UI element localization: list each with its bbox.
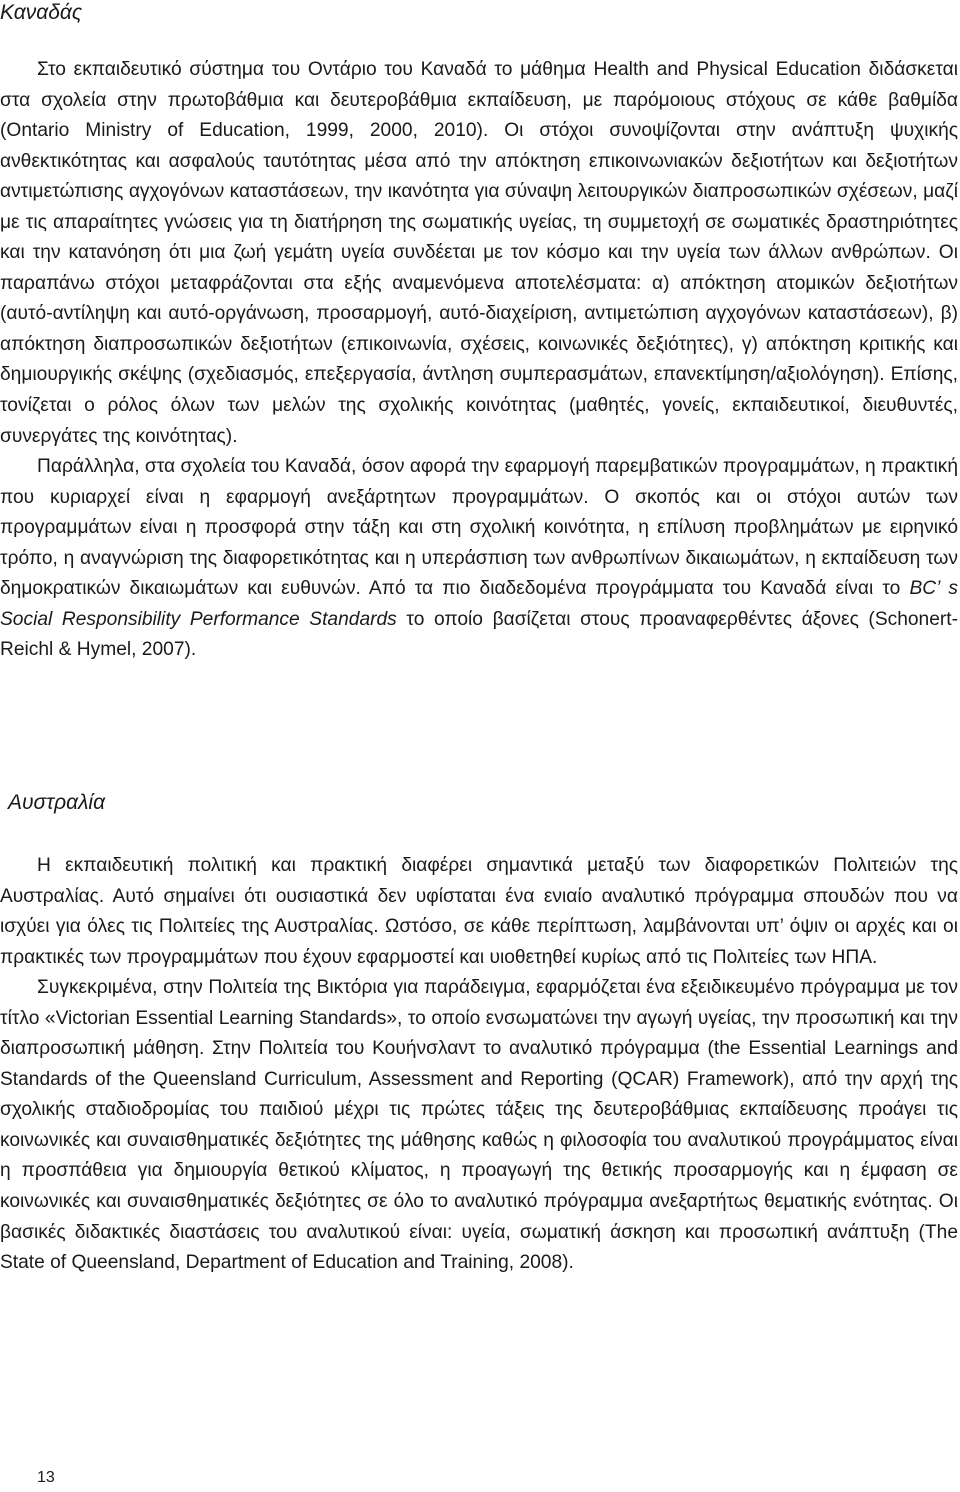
program-title: BC’ s Social Responsibility Performance Standards xyxy=(0,578,958,630)
paragraph: Συγκεκριμένα, στην Πολιτεία της Βικτόρια για παράδειγμα, εφαρμόζεται ένα εξειδικευμένο πρόγραμμα με τον τίτλο «Victorian Essential Learning Standards», το οποίο ενσωματώνει την αγωγή υγείας, την προσωπική και την διαπροσωπική μάθηση. Στην Πολιτεία του Κουήνσλαντ το αναλυτικό πρόγραμμα (the Essential Learnings and Standards of the Queensland Curriculum, Assessment and Reporting (QCAR) Framework), από την αρχή της σχολικής σταδιοδρομίας του παιδιού μέχρι τις πρώτες τάξεις της δευτεροβάθμιας εκπαίδευσης προάγει τις κοινωνικές και συναισθηματικές δεξιότητες της μάθησης καθώς η φιλοσοφία του αναλυτικού προγράμματος είναι η προσπάθεια για δημιουργία θετικού κλίματος, η προαγωγή της θετικής προσαρμογής και η έμφαση σε κοινωνικές και συναισθηματικές δεξιότητες σε όλο το αναλυτικό πρόγραμμα ανεξαρτήτως θεματικής ενότητας. Οι βασικές διδακτικές διαστάσεις του αναλυτικού είναι: υγεία, σωματική άσκηση και προσωπική ανάπτυξη (The State of Queensland, Department of Education and Training, 2008). xyxy=(0,977,958,1274)
section-body-canada xyxy=(0,55,958,666)
section-body-australia xyxy=(0,851,958,1279)
paragraph: Στο εκπαιδευτικό σύστημα του Οντάριο του Καναδά το μάθημα Health and Physical Education διδάσκεται στα σχολεία στην πρωτοβάθμια και δευτεροβάθμια εκπαίδευση, με παρόμοιους στόχους σε κάθε βαθμίδα (Ontario Ministry of Education, 1999, 2000, 2010). Οι στόχοι συνοψίζονται στην ανάπτυξη ψυχικής ανθεκτικότητας και ασφαλούς ταυτότητας μέσα από την απόκτηση επικοινωνιακών δεξιοτήτων και δεξιοτήτων αντιμετώπισης αγχογόνων καταστάσεων, την ικανότητα για σύναψη λειτουργικών διαπροσωπικών σχέσεων, μαζί με τις απαραίτητες γνώσεις για τη διατήρηση της σωματικής υγείας, τη συμμετοχή σε σωματικές δραστηριότητες και την κατανόηση ότι μια ζωή γεμάτη υγεία συνδέεται με τον κόσμο και την υγεία των άλλων ανθρώπων. Οι παραπάνω στόχοι μεταφράζονται στα εξής αναμενόμενα αποτελέσματα: α) απόκτηση ατομικών δεξιοτήτων (αυτό-αντίληψη και αυτό-οργάνωση, προσαρμογή, αυτό-διαχείριση, αντιμετώπιση αγχογόνων καταστάσεων), β) απόκτηση διαπροσωπικών δεξιοτήτων (επικοινωνία, σχέσεις, κοινωνικές δεξιότητες), γ) απόκτηση κριτικής και δημιουργικής σκέψης (σχεδιασμός, επεξεργασία, άντληση συμπερασμάτων, επανεκτίμηση/αξιολόγηση). Επίσης, τονίζεται ο ρόλος όλων των μελών της σχολικής κοινότητας (μαθητές, γονείς, εκπαιδευτικοί, διευθυντές, συνεργάτες της κοινότητας). xyxy=(0,59,958,447)
section-heading-australia: Αυστραλία xyxy=(8,791,106,814)
paragraph: Η εκπαιδευτική πολιτική και πρακτική διαφέρει σημαντικά μεταξύ των διαφορετικών Πολιτειών της Αυστραλίας. Αυτό σημαίνει ότι ουσιαστικά δεν υφίσταται ένα ενιαίο αναλυτικό πρόγραμμα σπουδών που να ισχύει για όλες τις Πολιτείες της Αυστραλίας. Ωστόσο, σε κάθε περίπτωση, λαμβάνονται υπ’ όψιν οι αρχές και οι πρακτικές των προγραμμάτων που έχουν εφαρμοστεί και υιοθετηθεί κυρίως από τις Πολιτείες των ΗΠΑ. xyxy=(0,855,958,968)
paragraph-text: το οποίο βασίζεται στους προαναφερθέντες άξονες (Schonert-Reichl & Hymel, 2007). xyxy=(0,608,959,661)
paragraph xyxy=(0,452,958,666)
page-number: 13 xyxy=(37,1469,55,1486)
section-heading-canada: Καναδάς xyxy=(0,1,83,24)
paragraph-text: Παράλληλα, στα σχολεία του Καναδά, όσον αφορά την εφαρμογή παρεμβατικών προγραμμάτων, η πρακτική που κυριαρχεί είναι η εφαρμογή ανεξάρτητων προγραμμάτων. Ο σκοπός και οι στόχοι αυτών των προγραμμάτων είναι η προσφορά στην τάξη και στη σχολική κοινότητα, η επίλυση προβλημάτων με ειρηνικό τρόπο, η αναγνώριση της διαφορετικότητας και η υπεράσπιση των ανθρωπίνων δικαιωμάτων, η εκπαίδευση των δημοκρατικών δικαιωμάτων και ευθυνών. Από τα πιο διαδεδομένα προγράμματα του Καναδά είναι το xyxy=(0,456,958,600)
